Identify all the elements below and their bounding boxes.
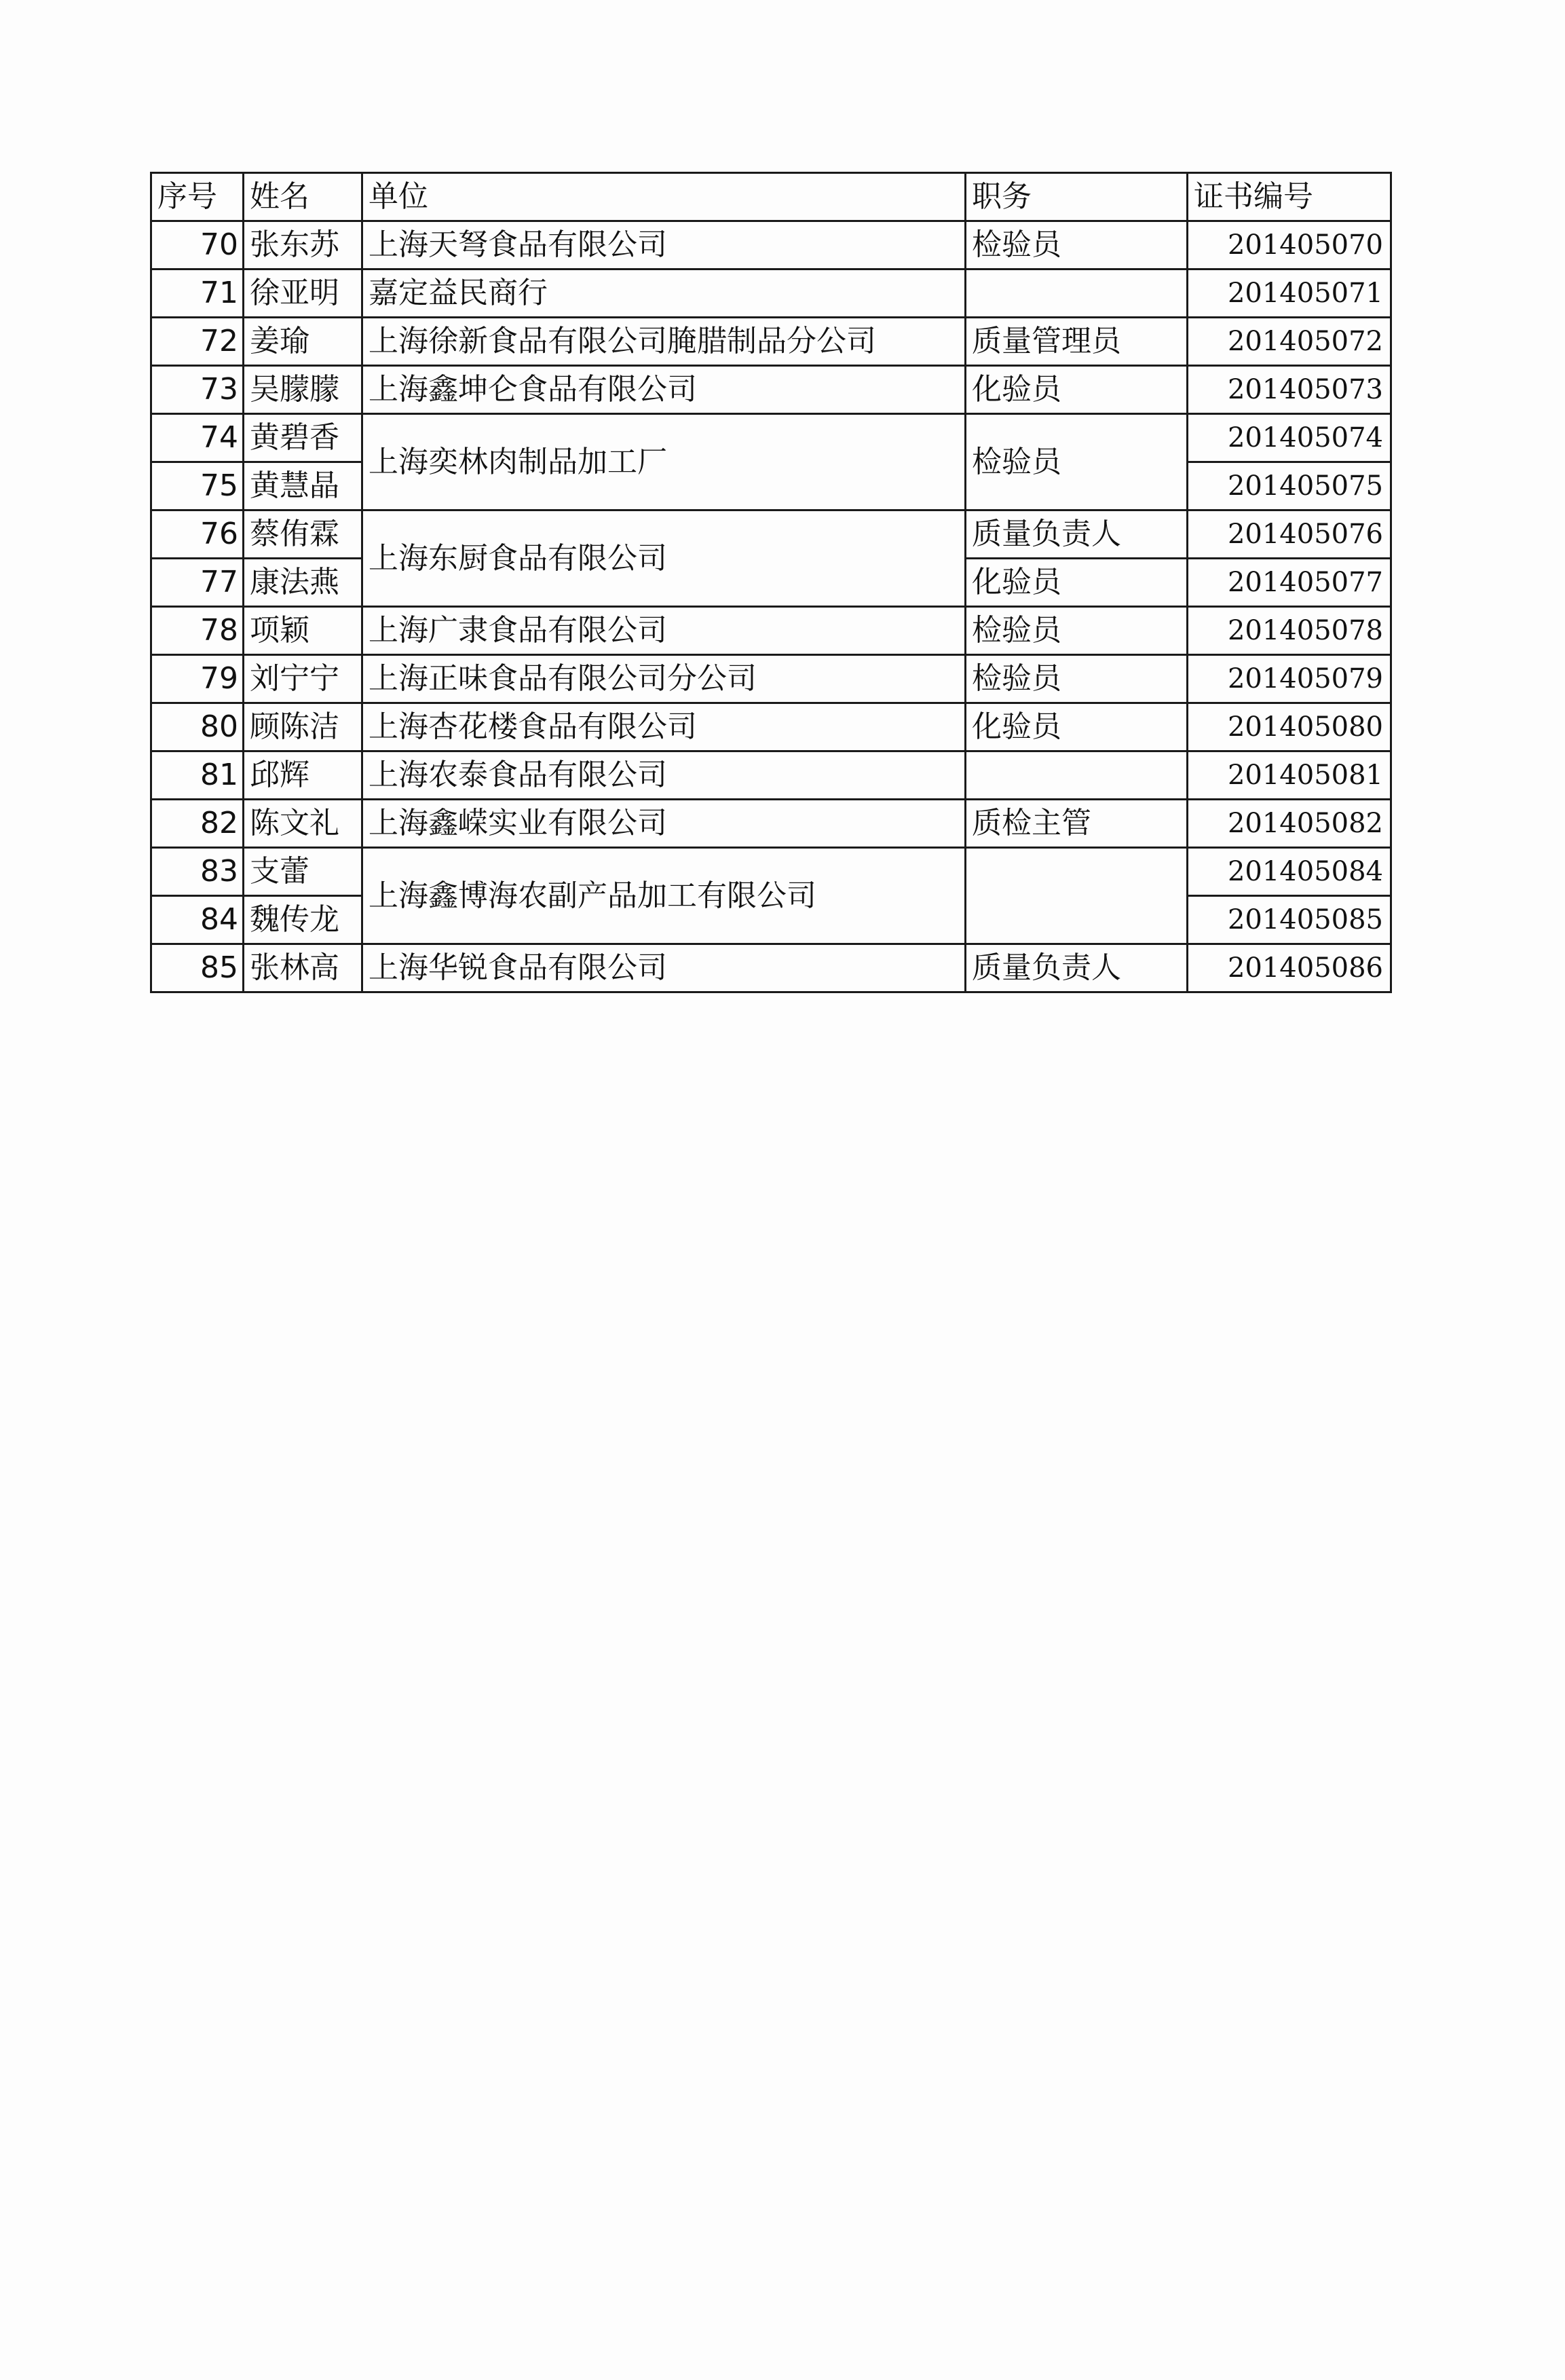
- row-no: 84: [151, 896, 244, 944]
- row-cert: 201405074: [1188, 414, 1391, 462]
- row-no: 80: [151, 703, 244, 751]
- row-unit: 上海鑫博海农副产品加工有限公司: [362, 848, 966, 944]
- row-role: 检验员: [966, 414, 1188, 510]
- row-name: 蔡侑霖: [244, 510, 362, 559]
- row-name: 康法燕: [244, 559, 362, 607]
- row-cert: 201405070: [1188, 221, 1391, 269]
- row-cert: 201405076: [1188, 510, 1391, 559]
- row-unit: 上海华锐食品有限公司: [362, 944, 966, 992]
- row-no: 85: [151, 944, 244, 992]
- row-role: 检验员: [966, 655, 1188, 703]
- row-name: 姜瑜: [244, 318, 362, 366]
- row-cert: 201405081: [1188, 751, 1391, 800]
- row-cert: 201405078: [1188, 607, 1391, 655]
- table-row: [151, 655, 1391, 703]
- row-role: 化验员: [966, 366, 1188, 414]
- table-row: [151, 751, 1391, 800]
- row-unit: 上海杏花楼食品有限公司: [362, 703, 966, 751]
- row-cert: 201405085: [1188, 896, 1391, 944]
- row-role: 化验员: [966, 559, 1188, 607]
- row-role: [966, 848, 1188, 944]
- table-row: [151, 510, 1391, 559]
- row-no: 74: [151, 414, 244, 462]
- row-name: 陈文礼: [244, 800, 362, 848]
- row-cert: 201405080: [1188, 703, 1391, 751]
- row-name: 支蕾: [244, 848, 362, 896]
- row-name: 项颖: [244, 607, 362, 655]
- row-no: 78: [151, 607, 244, 655]
- row-name: 黄碧香: [244, 414, 362, 462]
- row-name: 顾陈洁: [244, 703, 362, 751]
- row-role: 检验员: [966, 221, 1188, 269]
- header-role: 职务: [966, 173, 1188, 221]
- row-cert: 201405079: [1188, 655, 1391, 703]
- table-row: [151, 944, 1391, 992]
- header-no: 序号: [151, 173, 244, 221]
- row-no: 72: [151, 318, 244, 366]
- row-name: 张东苏: [244, 221, 362, 269]
- table-row: [151, 221, 1391, 269]
- row-cert: 201405073: [1188, 366, 1391, 414]
- row-cert: 201405077: [1188, 559, 1391, 607]
- row-name: 张林高: [244, 944, 362, 992]
- table-row: [151, 366, 1391, 414]
- header-cert: 证书编号: [1188, 173, 1391, 221]
- row-role: 化验员: [966, 703, 1188, 751]
- row-cert: 201405082: [1188, 800, 1391, 848]
- table-row: [151, 607, 1391, 655]
- table-row: [151, 414, 1391, 462]
- table-header-row: [151, 173, 1391, 221]
- row-unit: 上海农泰食品有限公司: [362, 751, 966, 800]
- table-row: [151, 269, 1391, 318]
- row-cert: 201405086: [1188, 944, 1391, 992]
- table-row: [151, 800, 1391, 848]
- row-role: 质量负责人: [966, 944, 1188, 992]
- row-role: 质检主管: [966, 800, 1188, 848]
- row-name: 邱辉: [244, 751, 362, 800]
- row-no: 73: [151, 366, 244, 414]
- row-unit: 上海正味食品有限公司分公司: [362, 655, 966, 703]
- row-name: 刘宁宁: [244, 655, 362, 703]
- row-cert: 201405072: [1188, 318, 1391, 366]
- row-name: 黄慧晶: [244, 462, 362, 510]
- row-role: 检验员: [966, 607, 1188, 655]
- row-unit: 嘉定益民商行: [362, 269, 966, 318]
- row-no: 82: [151, 800, 244, 848]
- row-no: 75: [151, 462, 244, 510]
- row-unit: 上海徐新食品有限公司腌腊制品分公司: [362, 318, 966, 366]
- row-unit: 上海广隶食品有限公司: [362, 607, 966, 655]
- row-no: 76: [151, 510, 244, 559]
- row-cert: 201405084: [1188, 848, 1391, 896]
- row-role: 质量负责人: [966, 510, 1188, 559]
- row-cert: 201405075: [1188, 462, 1391, 510]
- row-unit: 上海鑫坤仑食品有限公司: [362, 366, 966, 414]
- row-unit: 上海天弩食品有限公司: [362, 221, 966, 269]
- row-no: 81: [151, 751, 244, 800]
- row-unit: 上海鑫嵘实业有限公司: [362, 800, 966, 848]
- row-name: 吴朦朦: [244, 366, 362, 414]
- row-name: 徐亚明: [244, 269, 362, 318]
- table-row: [151, 318, 1391, 366]
- row-no: 83: [151, 848, 244, 896]
- row-role: 质量管理员: [966, 318, 1188, 366]
- header-name: 姓名: [244, 173, 362, 221]
- certificate-roster-table: [150, 172, 1392, 993]
- row-unit: 上海东厨食品有限公司: [362, 510, 966, 607]
- table-row: [151, 703, 1391, 751]
- row-cert: 201405071: [1188, 269, 1391, 318]
- table-row: [151, 848, 1391, 896]
- row-name: 魏传龙: [244, 896, 362, 944]
- row-unit: 上海奕林肉制品加工厂: [362, 414, 966, 510]
- row-no: 79: [151, 655, 244, 703]
- row-no: 77: [151, 559, 244, 607]
- row-role: [966, 269, 1188, 318]
- header-unit: 单位: [362, 173, 966, 221]
- row-no: 71: [151, 269, 244, 318]
- row-role: [966, 751, 1188, 800]
- row-no: 70: [151, 221, 244, 269]
